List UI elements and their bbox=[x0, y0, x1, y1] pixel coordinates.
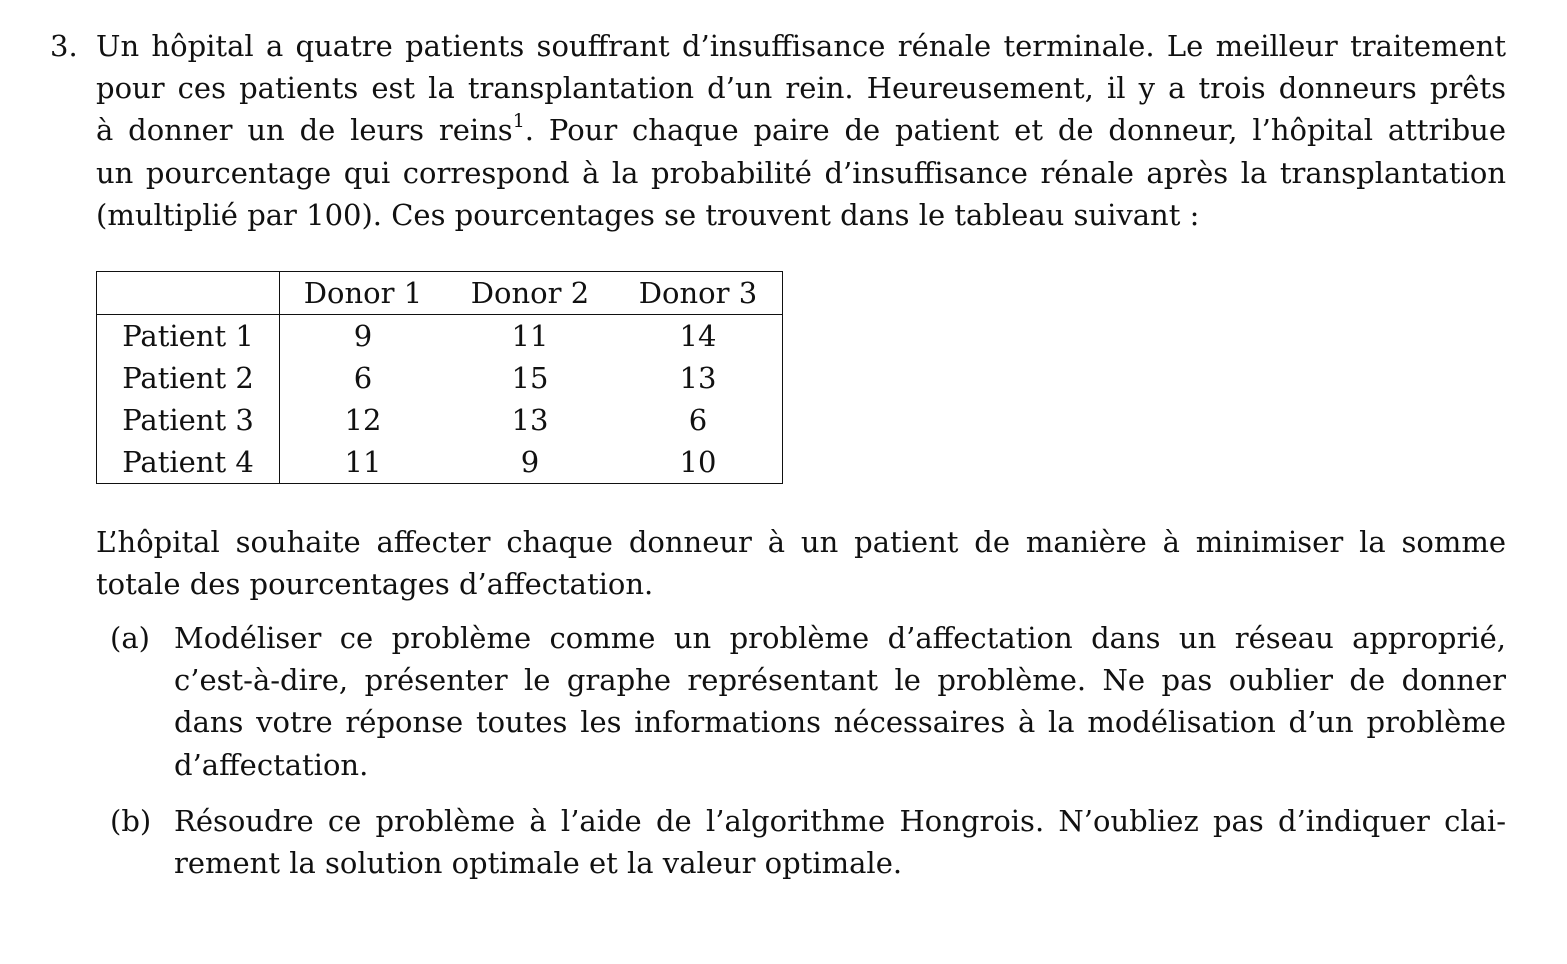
intro-line-rest: . Pour chaque paire de patient et de donneur, l’hôpital attribue bbox=[524, 113, 1506, 148]
subquestion-line: d’affectation. bbox=[174, 747, 369, 782]
column-header: Donor 3 bbox=[614, 272, 783, 315]
row-header: Patient 3 bbox=[97, 399, 280, 441]
subquestion-body bbox=[174, 800, 1506, 884]
table-cell: 11 bbox=[344, 445, 382, 479]
objective-paragraph bbox=[96, 521, 1506, 605]
table-cell: 10 bbox=[679, 445, 717, 479]
intro-line: Un hôpital a quatre patients souffrant d’insuffisance rénale terminale. Le meilleur traitement bbox=[96, 29, 1506, 63]
question-intro bbox=[96, 25, 1506, 236]
intro-line: pour ces patients est la transplantation d’un rein. Heureusement, il y a trois donneurs prêts bbox=[96, 71, 1506, 106]
column-header: Donor 1 bbox=[280, 272, 447, 315]
subquestion-line: Modéliser ce problème comme un problème d’affectation dans un réseau approprié, bbox=[174, 621, 1506, 655]
table-cell: 6 bbox=[353, 361, 373, 395]
table-cell: 15 bbox=[511, 361, 549, 395]
subquestion-label: (b) bbox=[110, 804, 152, 838]
table-cell: 13 bbox=[679, 361, 717, 395]
subquestion-line: rement la solution optimale et la valeur optimale. bbox=[174, 846, 903, 881]
table-row bbox=[97, 441, 783, 484]
table-corner-cell bbox=[97, 272, 280, 315]
table-cell: 9 bbox=[520, 445, 540, 479]
intro-line: (multiplié par 100). Ces pourcentages se trouvent dans le tableau suivant : bbox=[96, 197, 1200, 232]
probability-table bbox=[96, 271, 783, 484]
footnote-mark[interactable]: 1 bbox=[512, 110, 525, 133]
intro-line-start: à donner un de leurs reins bbox=[96, 113, 513, 148]
objective-line: L’hôpital souhaite affecter chaque donneur à un patient de manière à minimiser la somme bbox=[96, 525, 1506, 559]
table-cell: 12 bbox=[344, 403, 382, 437]
question-number: 3. bbox=[50, 29, 78, 63]
table-cell: 6 bbox=[688, 403, 708, 437]
table-row bbox=[97, 357, 783, 399]
subquestion-line: Résoudre ce problème à l’aide de l’algorithme Hongrois. N’oubliez pas d’indiquer clai- bbox=[174, 804, 1506, 838]
table-cell: 13 bbox=[511, 403, 549, 437]
table-header-row bbox=[97, 272, 783, 315]
probability-table-wrapper bbox=[96, 271, 783, 484]
subquestion-line: c’est-à-dire, présenter le graphe représentant le problème. Ne pas oublier de donner bbox=[174, 663, 1506, 698]
row-header: Patient 2 bbox=[97, 357, 280, 399]
intro-line bbox=[96, 109, 1506, 151]
table-cell: 14 bbox=[679, 319, 717, 353]
table-row bbox=[97, 399, 783, 441]
intro-line: un pourcentage qui correspond à la probabilité d’insuffisance rénale après la transplantation bbox=[96, 155, 1506, 190]
row-header: Patient 1 bbox=[97, 315, 280, 358]
subquestion-body bbox=[174, 617, 1506, 786]
subquestion-label: (a) bbox=[110, 621, 150, 655]
row-header: Patient 4 bbox=[97, 441, 280, 484]
table-cell: 9 bbox=[353, 319, 373, 353]
column-header: Donor 2 bbox=[446, 272, 614, 315]
objective-line: totale des pourcentages d’affectation. bbox=[96, 567, 654, 602]
subquestion-line: dans votre réponse toutes les informations nécessaires à la modélisation d’un problème bbox=[174, 705, 1506, 740]
table-row bbox=[97, 315, 783, 358]
table-cell: 11 bbox=[511, 319, 549, 353]
